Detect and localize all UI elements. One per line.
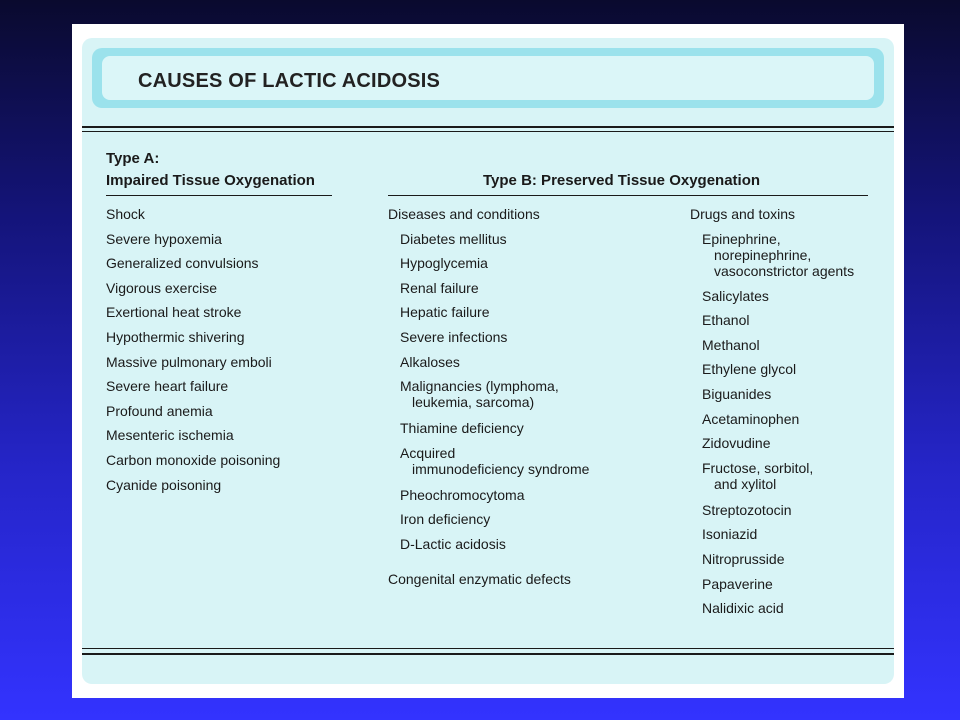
list-item-line2: and xylitol [714,475,777,492]
spacer [388,561,589,571]
list-item: Diabetes mellitus [400,230,507,247]
list-item-line2: immunodeficiency syndrome [412,460,590,477]
list-item: Ethanol [702,312,750,329]
list-item [388,378,589,420]
list-item: Severe heart failure [106,378,229,395]
bottom-rule [82,653,894,655]
list-item: Pheochromocytoma [400,486,525,503]
list-item: Biguanides [702,385,772,402]
list-item: Severe infections [400,328,508,345]
list-item-line2: leukemia, sarcoma) [412,394,535,411]
type-a-list [106,206,280,501]
list-item: Massive pulmonary emboli [106,353,272,370]
table-panel [82,38,894,684]
list-item: Renal failure [400,279,479,296]
title-bar [92,48,884,108]
type-a-heading [106,150,315,189]
type-a-heading-line2: Impaired Tissue Oxygenation [106,172,315,189]
list-item: Salicylates [702,287,769,304]
list-item: Papaverine [702,575,773,592]
list-item [690,460,854,502]
title-inner [102,56,874,100]
list-item: Methanol [702,336,760,353]
list-item-line2: norepinephrine, [714,246,812,263]
type-a-underline [106,195,332,196]
list-item: Ethylene glycol [702,361,797,378]
list-item: Vigorous exercise [106,279,218,296]
list-item: Profound anemia [106,402,213,419]
slide-frame [72,24,904,698]
list-item [388,445,589,487]
type-b-heading: Type B: Preserved Tissue Oxygenation [483,172,761,189]
list-item: Hypothermic shivering [106,328,245,345]
list-item: Isoniazid [702,526,758,543]
top-rule [82,126,894,128]
drugs-label: Drugs and toxins [690,206,796,222]
bottom-rule-thin [82,648,894,649]
list-item: Severe hypoxemia [106,230,222,247]
list-item: Cyanide poisoning [106,476,222,493]
type-b-underline [388,195,868,196]
list-item: D-Lactic acidosis [400,535,506,552]
list-item: Generalized convulsions [106,255,259,272]
list-item-line1: Acquired [400,444,456,461]
list-item [690,231,854,288]
diseases-list [388,206,589,595]
list-item: Hepatic failure [400,304,490,321]
list-item: Nitroprusside [702,550,785,567]
list-item: Mesenteric ischemia [106,427,234,444]
list-item-line3: vasoconstrictor agents [714,262,855,279]
list-item: Exertional heat stroke [106,304,242,321]
list-item-line1: Malignancies (lymphoma, [400,378,559,395]
top-rule-thin [82,131,894,132]
list-item: Thiamine deficiency [400,420,524,437]
list-item: Zidovudine [702,435,771,452]
list-item: Streptozotocin [702,501,792,518]
list-item-line1: Epinephrine, [702,230,781,247]
type-a-heading-line1: Type A: [106,150,160,167]
list-item: Acetaminophen [702,410,800,427]
list-item: Carbon monoxide poisoning [106,451,281,468]
congenital-label: Congenital enzymatic defects [388,570,571,587]
table-title: CAUSES OF LACTIC ACIDOSIS [138,70,441,92]
list-item: Nalidixic acid [702,600,784,617]
list-item: Shock [106,206,145,222]
diseases-label: Diseases and conditions [388,206,540,222]
list-item: Hypoglycemia [400,255,488,272]
list-item: Alkaloses [400,353,460,370]
list-item-line1: Fructose, sorbitol, [702,459,814,476]
drugs-list [690,206,854,625]
list-item: Iron deficiency [400,511,491,528]
